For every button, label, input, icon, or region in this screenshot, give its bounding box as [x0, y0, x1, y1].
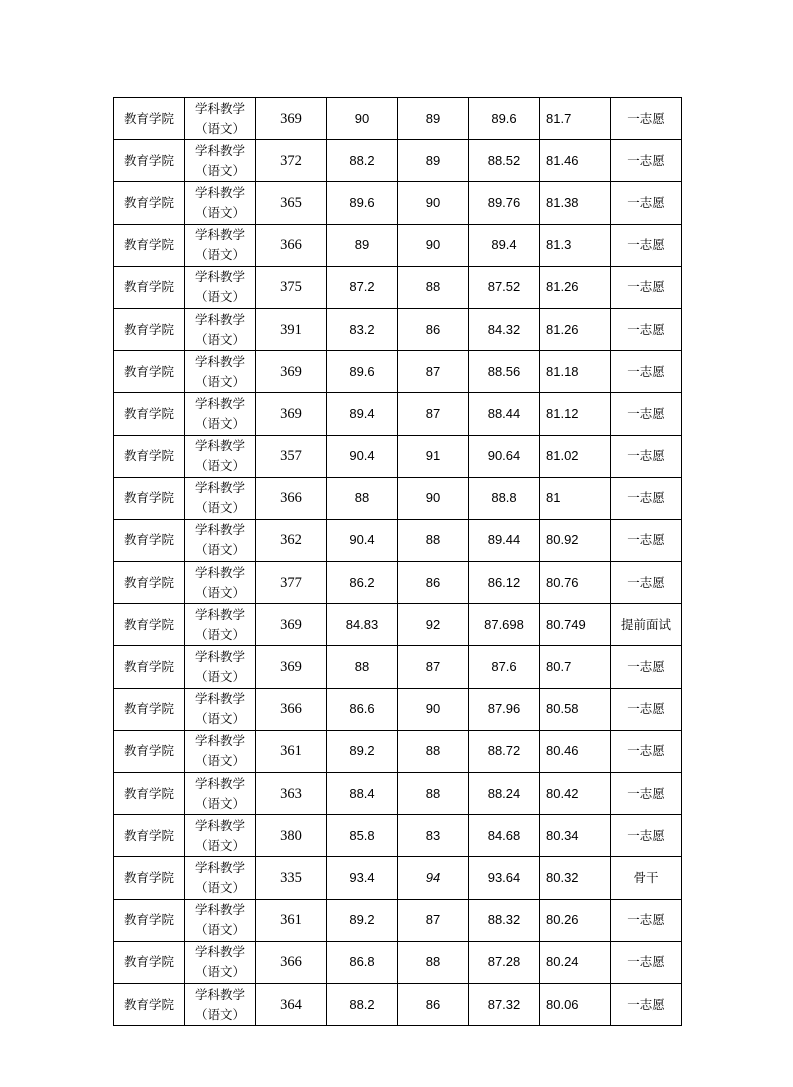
category-cell: 一志愿 — [611, 519, 682, 561]
major-cell — [185, 182, 256, 224]
college-cell: 教育学院 — [114, 646, 185, 688]
major-direction: （语文） — [194, 458, 245, 474]
major-name: 学科教学 — [194, 986, 245, 1002]
major-direction: （语文） — [194, 964, 245, 980]
interview-score-cell: 88.2 — [327, 983, 398, 1025]
college-cell: 教育学院 — [114, 308, 185, 350]
major-direction: （语文） — [194, 542, 245, 558]
prelim-score-cell: 369 — [256, 604, 327, 646]
english-score-cell: 83 — [398, 815, 469, 857]
total-score-cell: 80.42 — [540, 773, 611, 815]
major-direction: （语文） — [194, 753, 245, 769]
prelim-score-cell: 365 — [256, 182, 327, 224]
total-score-cell: 80.76 — [540, 562, 611, 604]
major-cell — [185, 899, 256, 941]
college-cell: 教育学院 — [114, 983, 185, 1025]
major-direction: （语文） — [194, 373, 245, 389]
english-score-cell: 88 — [398, 730, 469, 772]
major-direction: （语文） — [194, 331, 245, 347]
english-score-cell: 90 — [398, 688, 469, 730]
total-score-cell: 80.92 — [540, 519, 611, 561]
prelim-score-cell: 391 — [256, 308, 327, 350]
total-score-cell: 80.26 — [540, 899, 611, 941]
english-score-cell: 90 — [398, 477, 469, 519]
english-score-cell: 90 — [398, 224, 469, 266]
college-cell: 教育学院 — [114, 351, 185, 393]
table-row — [114, 730, 682, 772]
interview-score-cell: 89.2 — [327, 899, 398, 941]
prelim-score-cell: 363 — [256, 773, 327, 815]
table-row — [114, 140, 682, 182]
retest-score-cell: 88.24 — [469, 773, 540, 815]
interview-score-cell: 90 — [327, 98, 398, 140]
college-cell: 教育学院 — [114, 773, 185, 815]
category-cell: 一志愿 — [611, 351, 682, 393]
major-cell — [185, 941, 256, 983]
interview-score-cell: 89 — [327, 224, 398, 266]
retest-score-cell: 93.64 — [469, 857, 540, 899]
major-name: 学科教学 — [194, 859, 245, 875]
major-name: 学科教学 — [194, 142, 245, 158]
major-direction: （语文） — [194, 1006, 245, 1022]
english-score-cell: 86 — [398, 308, 469, 350]
retest-score-cell: 88.72 — [469, 730, 540, 772]
college-cell: 教育学院 — [114, 182, 185, 224]
major-direction: （语文） — [194, 669, 245, 685]
english-score-cell: 87 — [398, 646, 469, 688]
interview-score-cell: 90.4 — [327, 435, 398, 477]
table-row — [114, 308, 682, 350]
major-cell — [185, 140, 256, 182]
total-score-cell: 81.02 — [540, 435, 611, 477]
retest-score-cell: 88.56 — [469, 351, 540, 393]
major-cell — [185, 983, 256, 1025]
college-cell: 教育学院 — [114, 815, 185, 857]
major-cell — [185, 562, 256, 604]
major-name: 学科教学 — [194, 438, 245, 454]
retest-score-cell: 89.6 — [469, 98, 540, 140]
total-score-cell: 81.46 — [540, 140, 611, 182]
table-row — [114, 773, 682, 815]
major-direction: （语文） — [194, 879, 245, 895]
college-cell: 教育学院 — [114, 688, 185, 730]
total-score-cell: 80.32 — [540, 857, 611, 899]
major-name: 学科教学 — [194, 944, 245, 960]
english-score-cell: 87 — [398, 351, 469, 393]
category-cell: 一志愿 — [611, 308, 682, 350]
major-cell — [185, 435, 256, 477]
english-score-cell: 88 — [398, 941, 469, 983]
interview-score-cell: 89.2 — [327, 730, 398, 772]
total-score-cell: 81.26 — [540, 266, 611, 308]
interview-score-cell: 86.6 — [327, 688, 398, 730]
prelim-score-cell: 357 — [256, 435, 327, 477]
total-score-cell: 80.58 — [540, 688, 611, 730]
college-cell: 教育学院 — [114, 477, 185, 519]
total-score-cell: 81.7 — [540, 98, 611, 140]
major-direction: （语文） — [194, 415, 245, 431]
major-name: 学科教学 — [194, 269, 245, 285]
category-cell: 一志愿 — [611, 815, 682, 857]
major-direction: （语文） — [194, 711, 245, 727]
major-cell — [185, 266, 256, 308]
college-cell: 教育学院 — [114, 393, 185, 435]
college-cell: 教育学院 — [114, 519, 185, 561]
prelim-score-cell: 361 — [256, 899, 327, 941]
major-cell — [185, 351, 256, 393]
category-cell: 一志愿 — [611, 435, 682, 477]
prelim-score-cell: 369 — [256, 351, 327, 393]
major-name: 学科教学 — [194, 395, 245, 411]
table-body — [114, 98, 682, 1026]
prelim-score-cell: 335 — [256, 857, 327, 899]
table-row — [114, 857, 682, 899]
major-name: 学科教学 — [194, 902, 245, 918]
major-direction: （语文） — [194, 120, 245, 136]
interview-score-cell: 89.4 — [327, 393, 398, 435]
interview-score-cell: 86.8 — [327, 941, 398, 983]
interview-score-cell: 85.8 — [327, 815, 398, 857]
table-row — [114, 646, 682, 688]
table-row — [114, 351, 682, 393]
major-direction: （语文） — [194, 500, 245, 516]
category-cell: 一志愿 — [611, 562, 682, 604]
prelim-score-cell: 369 — [256, 98, 327, 140]
retest-score-cell: 87.6 — [469, 646, 540, 688]
major-cell — [185, 393, 256, 435]
major-cell — [185, 519, 256, 561]
english-score-cell: 90 — [398, 182, 469, 224]
english-score-cell: 94 — [398, 857, 469, 899]
prelim-score-cell: 369 — [256, 393, 327, 435]
retest-score-cell: 87.52 — [469, 266, 540, 308]
english-score-cell: 89 — [398, 98, 469, 140]
retest-score-cell: 84.32 — [469, 308, 540, 350]
interview-score-cell: 93.4 — [327, 857, 398, 899]
prelim-score-cell: 366 — [256, 224, 327, 266]
major-cell — [185, 815, 256, 857]
retest-score-cell: 90.64 — [469, 435, 540, 477]
category-cell: 提前面试 — [611, 604, 682, 646]
major-cell — [185, 224, 256, 266]
major-name: 学科教学 — [194, 649, 245, 665]
major-name: 学科教学 — [194, 691, 245, 707]
major-cell — [185, 857, 256, 899]
prelim-score-cell: 366 — [256, 688, 327, 730]
prelim-score-cell: 366 — [256, 477, 327, 519]
major-cell — [185, 308, 256, 350]
retest-score-cell: 87.96 — [469, 688, 540, 730]
major-cell — [185, 773, 256, 815]
category-cell: 一志愿 — [611, 98, 682, 140]
prelim-score-cell: 375 — [256, 266, 327, 308]
retest-score-cell: 86.12 — [469, 562, 540, 604]
table-row — [114, 266, 682, 308]
table-row — [114, 393, 682, 435]
category-cell: 一志愿 — [611, 941, 682, 983]
prelim-score-cell: 362 — [256, 519, 327, 561]
english-score-cell: 91 — [398, 435, 469, 477]
category-cell: 一志愿 — [611, 477, 682, 519]
total-score-cell: 81 — [540, 477, 611, 519]
category-cell: 骨干 — [611, 857, 682, 899]
major-direction: （语文） — [194, 922, 245, 938]
table-row — [114, 224, 682, 266]
major-direction: （语文） — [194, 626, 245, 642]
english-score-cell: 88 — [398, 773, 469, 815]
retest-score-cell: 89.76 — [469, 182, 540, 224]
interview-score-cell: 87.2 — [327, 266, 398, 308]
college-cell: 教育学院 — [114, 941, 185, 983]
college-cell: 教育学院 — [114, 857, 185, 899]
retest-score-cell: 88.44 — [469, 393, 540, 435]
major-cell — [185, 477, 256, 519]
interview-score-cell: 89.6 — [327, 182, 398, 224]
english-score-cell: 89 — [398, 140, 469, 182]
english-score-cell: 86 — [398, 562, 469, 604]
interview-score-cell: 88.4 — [327, 773, 398, 815]
english-score-cell: 86 — [398, 983, 469, 1025]
prelim-score-cell: 364 — [256, 983, 327, 1025]
major-name: 学科教学 — [194, 100, 245, 116]
college-cell: 教育学院 — [114, 604, 185, 646]
category-cell: 一志愿 — [611, 899, 682, 941]
table-row — [114, 604, 682, 646]
major-direction: （语文） — [194, 289, 245, 305]
major-direction: （语文） — [194, 837, 245, 853]
total-score-cell: 81.12 — [540, 393, 611, 435]
major-direction: （语文） — [194, 247, 245, 263]
interview-score-cell: 88 — [327, 646, 398, 688]
table-row — [114, 983, 682, 1025]
table-row — [114, 519, 682, 561]
category-cell: 一志愿 — [611, 140, 682, 182]
score-table — [113, 97, 682, 1026]
major-direction: （语文） — [194, 204, 245, 220]
interview-score-cell: 86.2 — [327, 562, 398, 604]
table-row — [114, 435, 682, 477]
major-name: 学科教学 — [194, 733, 245, 749]
category-cell: 一志愿 — [611, 393, 682, 435]
total-score-cell: 81.26 — [540, 308, 611, 350]
interview-score-cell: 83.2 — [327, 308, 398, 350]
college-cell: 教育学院 — [114, 266, 185, 308]
major-cell — [185, 646, 256, 688]
major-name: 学科教学 — [194, 817, 245, 833]
college-cell: 教育学院 — [114, 730, 185, 772]
college-cell: 教育学院 — [114, 435, 185, 477]
retest-score-cell: 89.4 — [469, 224, 540, 266]
category-cell: 一志愿 — [611, 773, 682, 815]
category-cell: 一志愿 — [611, 266, 682, 308]
category-cell: 一志愿 — [611, 983, 682, 1025]
total-score-cell: 81.3 — [540, 224, 611, 266]
major-cell — [185, 98, 256, 140]
retest-score-cell: 87.28 — [469, 941, 540, 983]
table-row — [114, 182, 682, 224]
major-direction: （语文） — [194, 584, 245, 600]
table-row — [114, 477, 682, 519]
total-score-cell: 80.46 — [540, 730, 611, 772]
retest-score-cell: 87.698 — [469, 604, 540, 646]
english-score-cell: 92 — [398, 604, 469, 646]
retest-score-cell: 84.68 — [469, 815, 540, 857]
total-score-cell: 81.18 — [540, 351, 611, 393]
table-row — [114, 815, 682, 857]
total-score-cell: 80.7 — [540, 646, 611, 688]
major-direction: （语文） — [194, 162, 245, 178]
major-direction: （语文） — [194, 795, 245, 811]
prelim-score-cell: 377 — [256, 562, 327, 604]
major-cell — [185, 688, 256, 730]
college-cell: 教育学院 — [114, 140, 185, 182]
major-name: 学科教学 — [194, 227, 245, 243]
major-name: 学科教学 — [194, 522, 245, 538]
total-score-cell: 80.06 — [540, 983, 611, 1025]
category-cell: 一志愿 — [611, 224, 682, 266]
category-cell: 一志愿 — [611, 730, 682, 772]
total-score-cell: 81.38 — [540, 182, 611, 224]
major-name: 学科教学 — [194, 775, 245, 791]
english-score-cell: 87 — [398, 393, 469, 435]
table-row — [114, 688, 682, 730]
college-cell: 教育学院 — [114, 224, 185, 266]
major-name: 学科教学 — [194, 353, 245, 369]
table-row — [114, 899, 682, 941]
prelim-score-cell: 372 — [256, 140, 327, 182]
interview-score-cell: 88.2 — [327, 140, 398, 182]
college-cell: 教育学院 — [114, 899, 185, 941]
major-name: 学科教学 — [194, 184, 245, 200]
english-score-cell: 87 — [398, 899, 469, 941]
total-score-cell: 80.34 — [540, 815, 611, 857]
interview-score-cell: 89.6 — [327, 351, 398, 393]
major-name: 学科教学 — [194, 606, 245, 622]
prelim-score-cell: 366 — [256, 941, 327, 983]
major-cell — [185, 730, 256, 772]
prelim-score-cell: 369 — [256, 646, 327, 688]
category-cell: 一志愿 — [611, 688, 682, 730]
college-cell: 教育学院 — [114, 562, 185, 604]
english-score-cell: 88 — [398, 519, 469, 561]
retest-score-cell: 87.32 — [469, 983, 540, 1025]
interview-score-cell: 84.83 — [327, 604, 398, 646]
retest-score-cell: 89.44 — [469, 519, 540, 561]
interview-score-cell: 88 — [327, 477, 398, 519]
retest-score-cell: 88.8 — [469, 477, 540, 519]
category-cell: 一志愿 — [611, 646, 682, 688]
major-name: 学科教学 — [194, 564, 245, 580]
english-score-cell: 88 — [398, 266, 469, 308]
retest-score-cell: 88.32 — [469, 899, 540, 941]
table-row — [114, 562, 682, 604]
total-score-cell: 80.749 — [540, 604, 611, 646]
retest-score-cell: 88.52 — [469, 140, 540, 182]
college-cell: 教育学院 — [114, 98, 185, 140]
table-row — [114, 941, 682, 983]
major-name: 学科教学 — [194, 480, 245, 496]
prelim-score-cell: 361 — [256, 730, 327, 772]
table-row — [114, 98, 682, 140]
major-cell — [185, 604, 256, 646]
interview-score-cell: 90.4 — [327, 519, 398, 561]
total-score-cell: 80.24 — [540, 941, 611, 983]
prelim-score-cell: 380 — [256, 815, 327, 857]
category-cell: 一志愿 — [611, 182, 682, 224]
major-name: 学科教学 — [194, 311, 245, 327]
